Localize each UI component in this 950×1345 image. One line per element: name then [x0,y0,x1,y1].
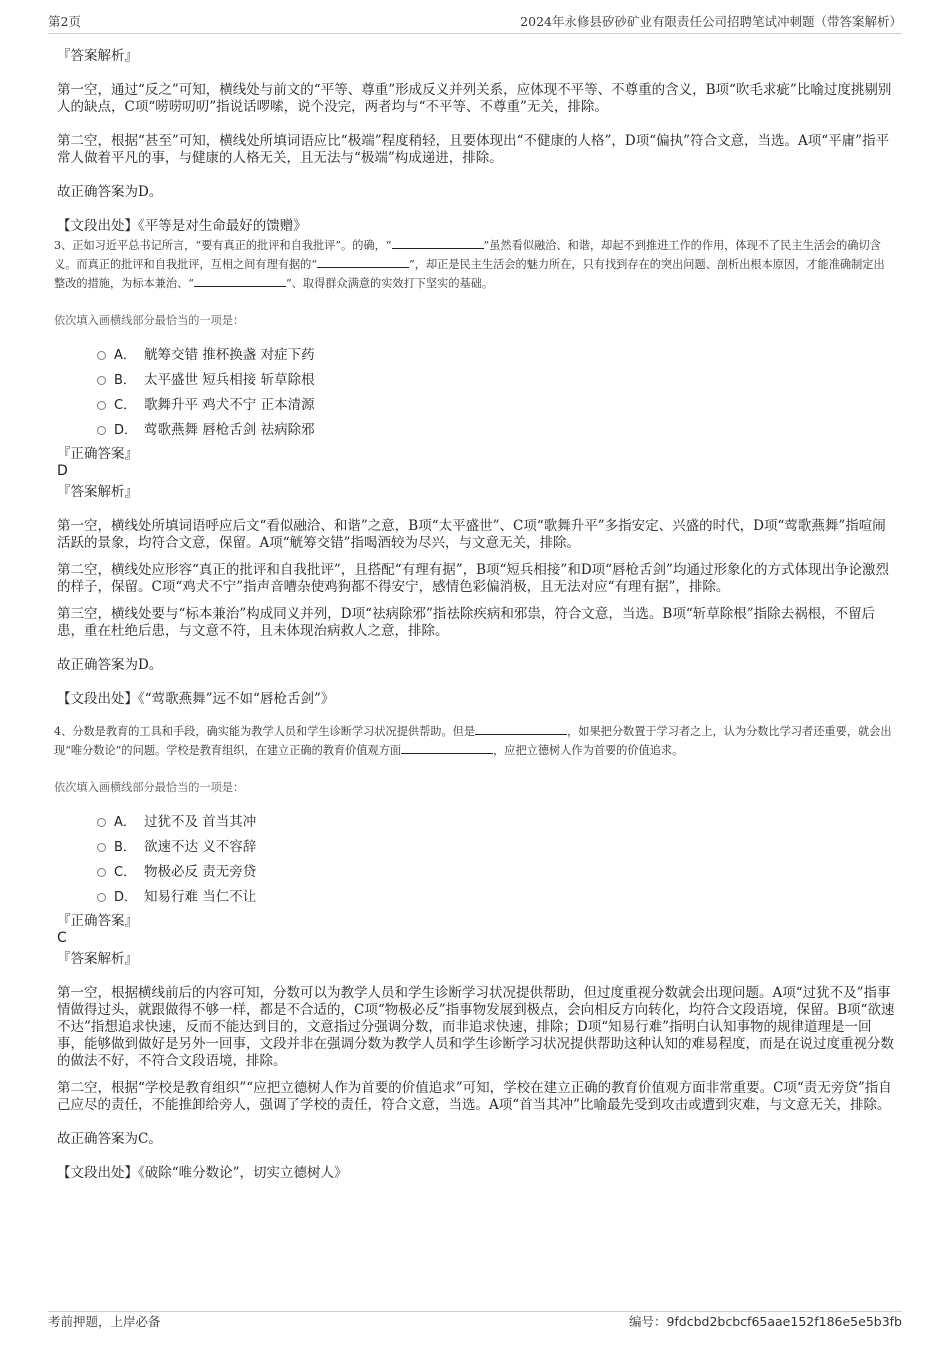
radio-button[interactable] [97,401,106,410]
option-b[interactable]: B． 太平盛世 短兵相接 斩草除根 [57,368,895,393]
radio-button[interactable] [97,426,106,435]
analysis-label: 『答案解析』 [57,951,138,967]
radio-button[interactable] [97,868,106,877]
radio-button[interactable] [97,818,106,827]
analysis-paragraph: 第一空，根据横线前后的内容可知，分数可以为教学人员和学生诊断学习状况提供帮助，但过度重视分数就会出现问题。A项“过犹不及”指事情做得过头，就跟做得不够一样，都是不合适的，C项“物极必反”指事物发展到极点，会向相反方向转化，均符合文段语境，保留。B项“欲速不达”指想追求快速，反而不能达到目的，文意指过分强调分数，而非追求快速，排除；D项“知易行难”指明白认知事物的规律道理是一回事，能够做到做好是另外一回事，文段并非在强调分数为教学人员和学生诊断学习状况提供帮助这种认知的难易程度，而是在说过度重视分数的做法不好，不符合文段语境，排除。 [57,985,895,1069]
analysis-paragraph: 第三空，横线处要与“标本兼治”构成同义并列，D项“祛病除邪”指祛除疾病和邪祟，符合文意，当选。B项“斩草除根”指除去祸根，不留后患，重在杜绝后患，与文意不符，且未体现治病救人之意，排除。 [57,606,876,639]
option-b[interactable]: B． 欲速不达 义不容辞 [57,835,895,860]
option-d[interactable]: D． 莺歌燕舞 唇枪舌剑 祛病除邪 [57,418,895,443]
source-line [57,218,895,235]
source-title: 《“莺歌燕舞”远不如“唇枪舌剑”》 [138,691,335,707]
page-header [48,12,902,32]
code-label: 编号： [628,1314,667,1329]
blank-line [317,256,409,268]
analysis-label: 『答案解析』 [57,48,138,64]
option-a[interactable]: A． 过犹不及 首当其冲 [57,810,895,835]
radio-button[interactable] [97,351,106,360]
question-4-options [57,810,895,910]
analysis-conclusion: 故正确答案为C。 [57,1131,162,1147]
analysis-conclusion: 故正确答案为D。 [57,184,163,200]
analysis-label: 『答案解析』 [57,484,138,500]
page-number: 第2页 [48,14,81,29]
option-a[interactable]: A． 觥筹交错 推杯换盏 对症下药 [57,343,895,368]
analysis-conclusion: 故正确答案为D。 [57,657,163,673]
question-3-options [57,343,895,443]
option-d[interactable]: D． 知易行难 当仁不让 [57,885,895,910]
radio-button[interactable] [97,376,106,385]
header-divider [48,33,902,34]
code-value: 9fdcbd2bcbcf65aae152f186e5e5b3fb [666,1314,902,1329]
analysis-paragraph: 第二空，根据“甚至”可知，横线处所填词语应比“极端”程度稍轻，且要体现出“不健康的人格”，D项“偏执”符合文意，当选。A项“平庸”指平常人做着平凡的事，与健康的人格无关，且无法与“极端”构成递进，排除。 [57,133,890,166]
blank-line [401,742,493,754]
blank-line [392,237,484,249]
radio-button[interactable] [97,893,106,902]
correct-answer-label: 『正确答案』 [57,913,138,929]
question-prompt: 依次填入画横线部分最恰当的一项是： [54,314,245,327]
analysis-paragraph: 第二空，横线处应形容“真正的批评和自我批评”，且搭配“有理有据”，B项“短兵相接”和D项“唇枪舌剑”均通过形象化的方式体现出争论激烈的样子，保留。C项“鸡犬不宁”指声音嘈杂使鸡狗都不得安宁，感情色彩偏消极，且无法对应“有理有据”，排除。 [57,562,889,595]
blank-line [475,723,567,735]
correct-answer: D [57,463,68,479]
document-code [629,1312,902,1330]
page-content [54,48,895,1182]
footer-slogan: 考前押题，上岸必备 [48,1314,161,1329]
page-footer [48,1308,902,1328]
question-4-text: 4、分数是教育的工具和手段，确实能为教学人员和学生诊断学习状况提供帮助。但是 ，如果把分数置于学习者之上，认为分数比学习者还重要，就会出现“唯分数论”的问题。学校是教育组织，在建立正确的教育价值观方面 ，应把立德树人作为首要的价值追求。 [54,725,892,757]
question-3-text: 3、正如习近平总书记所言，“要有真正的批评和自我批评”。的确，“ ”虽然看似融洽、和谐，却起不到推进工作的作用，体现不了民主生活会的确切含义。而真正的批评和自我批评，互相之间有理有据的“ ”，却正是民主生活会的魅力所在，只有找到存在的突出问题、剖析出根本原因，才能准确制定出整改的措施，为标本兼治、“ ”、取得群众满意的实效打下坚实的基础。 [54,239,885,290]
source-label: 【文段出处】 [57,1165,138,1181]
question-prompt: 依次填入画横线部分最恰当的一项是： [54,781,245,794]
source-label: 【文段出处】 [57,218,138,234]
source-label: 【文段出处】 [57,691,138,707]
source-title: 《破除“唯分数论”，切实立德树人》 [138,1165,348,1181]
radio-button[interactable] [97,843,106,852]
correct-answer-label: 『正确答案』 [57,446,138,462]
option-c[interactable]: C． 歌舞升平 鸡犬不宁 正本清源 [57,393,895,418]
source-title: 《平等是对生命最好的馈赠》 [138,218,307,234]
option-c[interactable]: C． 物极必反 责无旁贷 [57,860,895,885]
source-line [57,1165,895,1182]
blank-line [194,275,286,287]
correct-answer: C [57,930,67,946]
document-title: 2024年永修县矽砂矿业有限责任公司招聘笔试冲刺题（带答案解析） [520,14,902,29]
source-line [57,691,895,708]
analysis-paragraph: 第一空，通过“反之”可知，横线处与前文的“平等、尊重”形成反义并列关系，应体现不平等、不尊重的含义，B项“吹毛求疵”比喻过度挑剔别人的缺点，C项“唠唠叨叨”指说话啰嗦，说个没完，两者均与“不平等、不尊重”无关，排除。 [57,82,892,115]
analysis-paragraph: 第一空，横线处所填词语呼应后文“看似融洽、和谐”之意，B项“太平盛世”、C项“歌舞升平”多指安定、兴盛的时代，D项“莺歌燕舞”指喧闹活跃的景象，均符合文意，保留。A项“觥筹交错”指喝酒较为尽兴，与文意无关，排除。 [57,518,886,551]
analysis-paragraph: 第二空，根据“学校是教育组织”“应把立德树人作为首要的价值追求”可知，学校在建立正确的教育价值观方面非常重要。C项“责无旁贷”指自己应尽的责任，不能推卸给旁人，强调了学校的责任，符合文意，当选。A项“首当其冲”比喻最先受到攻击或遭到灾难，与文意无关，排除。 [57,1080,892,1113]
